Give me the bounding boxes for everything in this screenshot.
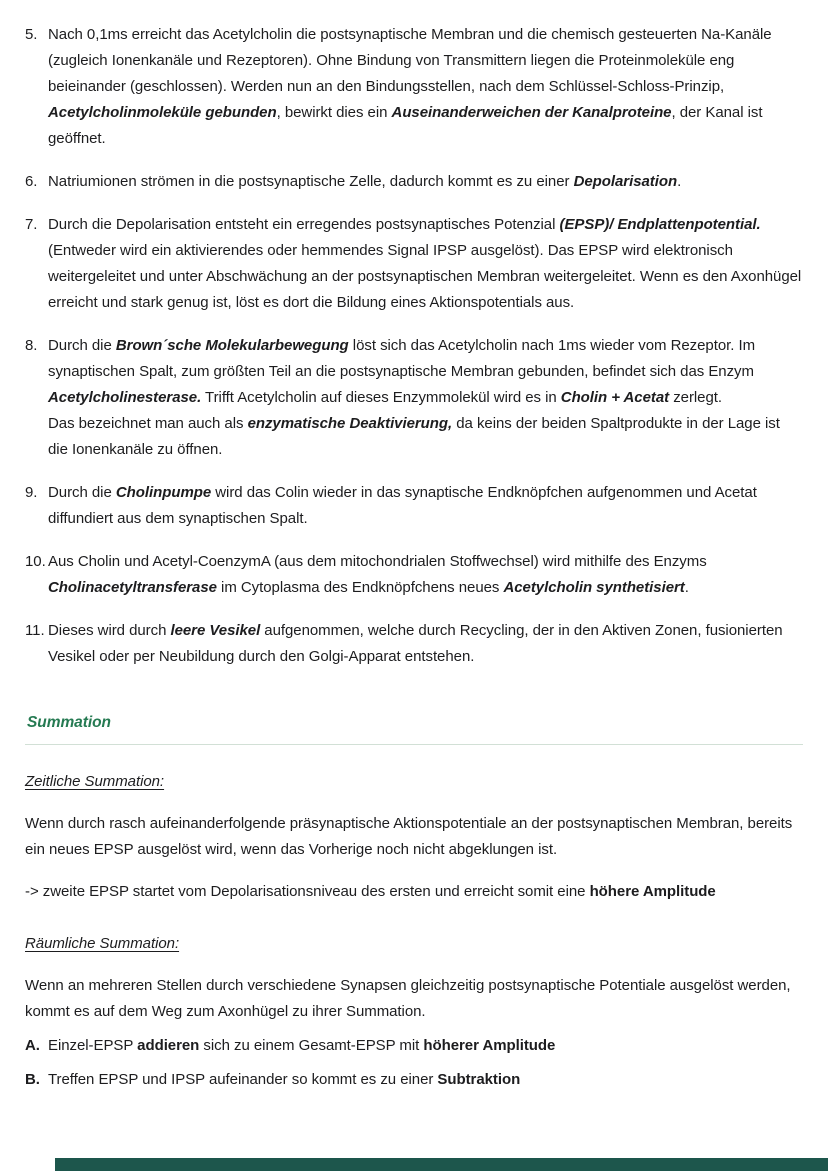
numbered-item: [25, 212, 803, 316]
text-segment-bold-italic: enzymatische Deaktivierung,: [247, 415, 453, 432]
item-number: 6.: [25, 173, 38, 190]
text-segment-bold-italic: Cholinpumpe: [115, 484, 212, 501]
numbered-item: [25, 333, 803, 463]
summation-divider: [25, 744, 803, 745]
text-segment-bold: höhere Amplitude: [589, 883, 716, 900]
item-number: 7.: [25, 216, 38, 233]
text-segment-normal: .: [684, 579, 689, 596]
text-segment-normal: da keins der beiden Spaltprodukte in der Lage ist die Ionenkanäle zu öffnen.: [48, 415, 780, 458]
text-segment-normal: Dieses wird durch: [48, 622, 171, 639]
text-segment-bold-italic: Cholin + Acetat: [560, 389, 670, 406]
item-paragraph: [48, 212, 803, 316]
numbered-item: [25, 549, 803, 601]
text-segment-normal: Durch die: [48, 484, 116, 501]
text-segment-normal: Wenn an mehreren Stellen durch verschiedene Synapsen gleichzeitig postsynaptische Potentiale ausgelöst werden, kommt es auf dem Weg zum Axonhügel zu ihrer Summation.: [25, 977, 791, 1020]
item-paragraph: [48, 618, 803, 670]
text-segment-normal: Einzel-EPSP: [48, 1037, 138, 1054]
text-segment-normal: (Entweder wird ein aktivierendes oder hemmendes Signal IPSP ausgelöst). Das EPSP wird elektronisch weitergeleitet und unter Abschwächung an der postsynaptischen Membran weitergeleitet. Wenn es den Axonhügel erreicht und stark genug ist, löst es dort die Bildung eines Aktionspotentials aus.: [48, 242, 802, 311]
item-body: [48, 22, 803, 152]
text-segment-normal: -> zweite EPSP startet vom Depolarisationsniveau des ersten und erreicht somit eine: [25, 883, 590, 900]
text-segment-normal: sich zu einem Gesamt-EPSP mit: [199, 1037, 424, 1054]
item-paragraph: [48, 411, 803, 463]
text-segment-bold-italic: Acetylcholinesterase.: [48, 389, 202, 406]
item-number: 10.: [25, 553, 46, 570]
text-segment-normal: Natriumionen strömen in die postsynaptische Zelle, dadurch kommt es zu einer: [48, 173, 574, 190]
item-body: [48, 1033, 803, 1059]
section-heading: Zeitliche Summation:: [25, 773, 165, 790]
text-segment-bold-italic: Auseinanderweichen der Kanalproteine: [391, 104, 672, 121]
item-paragraph: [48, 549, 803, 601]
text-segment-bold-italic: (EPSP)/ Endplattenpotential.: [559, 216, 761, 233]
item-body: [48, 1067, 803, 1093]
text-segment-normal: , der Kanal ist geöffnet.: [48, 104, 763, 147]
section-paragraph: [25, 973, 803, 1025]
text-segment-normal: Das bezeichnet man auch als: [48, 415, 248, 432]
summation-section: [25, 931, 803, 1093]
text-segment-bold-italic: Brown´sche Molekularbewegung: [115, 337, 349, 354]
text-segment-bold: höherer Amplitude: [423, 1037, 556, 1054]
text-segment-normal: Aus Cholin und Acetyl-CoenzymA (aus dem mitochondrialen Stoffwechsel) wird mithilfe des Enzyms: [48, 553, 707, 570]
item-paragraph: [48, 22, 803, 152]
text-segment-normal: Durch die: [48, 337, 116, 354]
text-segment-normal: Trifft Acetylcholin auf dieses Enzymmolekül wird es in: [201, 389, 561, 406]
lettered-item: [25, 1067, 803, 1093]
numbered-item: [25, 480, 803, 532]
text-segment-normal: wird das Colin wieder in das synaptische Endknöpfchen aufgenommen und Acetat diffundiert aus dem synaptischen Spalt.: [48, 484, 757, 527]
section-heading: Räumliche Summation:: [25, 935, 180, 952]
item-number: 5.: [25, 26, 38, 43]
numbered-list: [25, 22, 803, 670]
summation-sections: [25, 769, 803, 1093]
item-paragraph: [48, 169, 803, 195]
text-segment-normal: Treffen EPSP und IPSP aufeinander so kommt es zu einer: [48, 1071, 438, 1088]
summation-heading: Summation: [27, 714, 111, 731]
text-segment-bold-italic: Cholinacetyltransferase: [48, 579, 217, 596]
text-segment-normal: .: [677, 173, 682, 190]
text-segment-bold-italic: leere Vesikel: [170, 622, 261, 639]
item-body: [48, 212, 803, 316]
item-paragraph: [48, 480, 803, 532]
item-body: [48, 618, 803, 670]
text-segment-normal: Nach 0,1ms erreicht das Acetylcholin die postsynaptische Membran und die chemisch gesteuerten Na-Kanäle (zugleich Ionenkanäle und Rezeptoren). Ohne Bindung von Transmittern liegen die Proteinmoleküle eng beieinander (geschlossen). Werden nun an den Bindungsstellen, nach dem Schlüssel-Schloss-Prinzip,: [48, 26, 772, 95]
item-body: [48, 480, 803, 532]
text-segment-normal: , bewirkt dies ein: [276, 104, 392, 121]
item-paragraph: [48, 333, 803, 411]
text-segment-normal: zerlegt.: [669, 389, 722, 406]
item-number: 9.: [25, 484, 38, 501]
text-segment-normal: aufgenommen, welche durch Recycling, der in den Aktiven Zonen, fusionierten Vesikel oder per Neubildung durch den Golgi-Apparat entstehen.: [48, 622, 783, 665]
item-number: 8.: [25, 337, 38, 354]
text-segment-bold: Subtraktion: [437, 1071, 521, 1088]
item-body: [48, 169, 803, 195]
text-segment-normal: Durch die Depolarisation entsteht ein erregendes postsynaptisches Potenzial: [48, 216, 560, 233]
item-letter: B.: [25, 1071, 40, 1088]
section-paragraph: [25, 879, 803, 905]
numbered-item: [25, 169, 803, 195]
page-bottom-bar: [55, 1158, 828, 1171]
text-segment-normal: löst sich das Acetylcholin nach 1ms wieder vom Rezeptor. Im synaptischen Spalt, zum größten Teil an die postsynaptische Membran gebunden, befindet sich das Enzym: [48, 337, 756, 380]
item-letter: A.: [25, 1037, 40, 1054]
text-segment-bold-italic: Depolarisation: [573, 173, 678, 190]
item-number: 11.: [25, 622, 45, 639]
text-segment-bold-italic: Acetylcholin synthetisiert: [503, 579, 685, 596]
summation-section: [25, 769, 803, 905]
text-segment-bold: addieren: [137, 1037, 200, 1054]
text-segment-normal: im Cytoplasma des Endknöpfchens neues: [216, 579, 504, 596]
numbered-item: [25, 618, 803, 670]
item-body: [48, 333, 803, 463]
text-segment-bold-italic: Acetylcholinmoleküle gebunden: [48, 104, 277, 121]
text-segment-normal: Wenn durch rasch aufeinanderfolgende präsynaptische Aktionspotentiale an der postsynaptischen Membran, bereits ein neues EPSP ausgelöst wird, wenn das Vorherige noch nicht abgeklungen ist.: [25, 815, 793, 858]
section-paragraph: [25, 811, 803, 863]
item-body: [48, 549, 803, 601]
lettered-item: [25, 1033, 803, 1059]
numbered-item: [25, 22, 803, 152]
